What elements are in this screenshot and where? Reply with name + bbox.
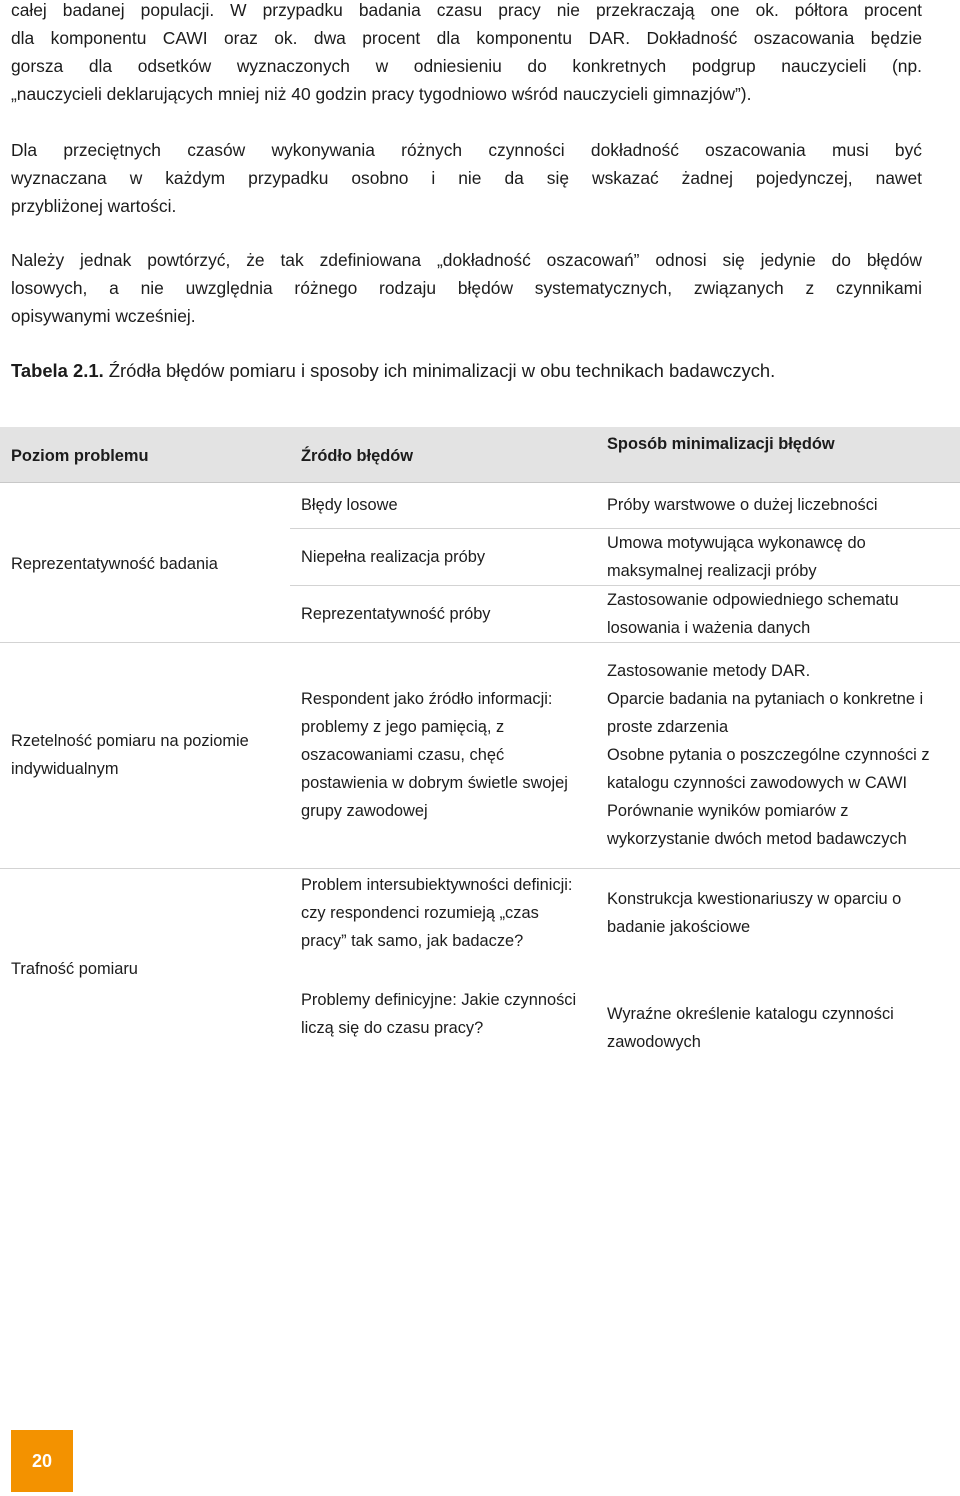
method-cell: Zastosowanie odpowiedniego schematu losowania i ważenia danych xyxy=(596,585,960,642)
table-caption-text: Źródła błędów pomiaru i sposoby ich minimalizacji w obu technikach badawczych. xyxy=(103,360,776,381)
source-cell: Problem intersubiektywności definicji: czy respondenci rozumieją „czas pracy” tak samo, jak badacze? xyxy=(301,875,573,950)
source-cell: Respondent jako źródło informacji: problemy z jego pamięcią, z oszacowaniami czasu, chęć postawienia w dobrym świetle swojej grupy zawodowej xyxy=(290,642,596,868)
paragraph-line: dla komponentu CAWI oraz ok. dwa procent dla komponentu DAR. Dokładność oszacowania będzie xyxy=(11,28,922,48)
paragraph-line: gorsza dla odsetków wyznaczonych w odniesieniu do konkretnych podgrup nauczycieli (np. xyxy=(11,56,922,76)
method-item: Zastosowanie metody DAR. xyxy=(607,662,811,680)
source-cell: Błędy losowe xyxy=(290,482,596,528)
source-cell: Reprezentatywność próby xyxy=(290,585,596,642)
paragraph-3 xyxy=(11,246,922,330)
table-caption-label: Tabela 2.1. xyxy=(11,360,104,381)
paragraph-line: opisywanymi wcześniej. xyxy=(11,306,196,326)
page-number-badge xyxy=(11,1430,73,1492)
source-cell: Problemy definicyjne: Jakie czynności liczą się do czasu pracy? xyxy=(301,991,577,1037)
table-row xyxy=(0,482,960,528)
header-source: Źródło błędów xyxy=(290,427,596,482)
paragraph-line: przybliżonej wartości. xyxy=(11,196,177,216)
paragraph-line: Dla przeciętnych czasów wykonywania różnych czynności dokładność oszacowania musi być xyxy=(11,140,922,160)
method-item: Osobne pytania o poszczególne czynności z katalogu czynności zawodowych w CAWI xyxy=(607,746,930,792)
paragraph-line: losowych, a nie uwzględnia różnego rodzaju błędów systematycznych, związanych z czynnikami xyxy=(11,278,922,298)
table-row xyxy=(0,868,960,986)
paragraph-1 xyxy=(11,0,922,108)
sources-table xyxy=(0,427,960,1070)
method-cell: Umowa motywująca wykonawcę do maksymalnej realizacji próby xyxy=(596,528,960,585)
paragraph-line: „nauczycieli deklarujących mniej niż 40 godzin pracy tygodniowo wśród nauczycieli gimnazjów”). xyxy=(11,84,752,104)
paragraph-2 xyxy=(11,136,922,220)
method-cell xyxy=(596,642,960,868)
level-cell: Trafność pomiaru xyxy=(11,960,138,979)
level-cell: Rzetelność pomiaru na poziomie indywidualnym xyxy=(0,642,290,868)
header-method: Sposób minimalizacji błędów xyxy=(596,427,960,482)
paragraph-line: całej badanej populacji. W przypadku badania czasu pracy nie przekraczają one ok. półtora procent xyxy=(11,0,922,20)
method-cell: Wyraźne określenie katalogu czynności zawodowych xyxy=(607,1005,894,1051)
table-row xyxy=(0,642,960,868)
source-cell: Niepełna realizacja próby xyxy=(290,528,596,585)
method-cell: Próby warstwowe o dużej liczebności xyxy=(596,482,960,528)
method-item: Oparcie badania na pytaniach o konkretne i proste zdarzenia xyxy=(607,690,924,736)
table-header-row xyxy=(0,427,960,482)
method-cell: Konstrukcja kwestionariuszy w oparciu o badanie jakościowe xyxy=(607,889,902,936)
paragraph-line: Należy jednak powtórzyć, że tak zdefiniowana „dokładność oszacowań” odnosi się jedynie do błędów xyxy=(11,250,922,270)
table-caption xyxy=(11,357,775,385)
header-level: Poziom problemu xyxy=(0,427,290,482)
level-cell: Reprezentatywność badania xyxy=(0,482,290,642)
page-number: 20 xyxy=(31,1450,53,1471)
method-item: Porównanie wyników pomiarów z wykorzystanie dwóch metod badawczych xyxy=(607,802,907,848)
paragraph-line: wyznaczana w każdym przypadku osobno i nie da się wskazać żadnej pojedynczej, nawet xyxy=(11,168,922,188)
